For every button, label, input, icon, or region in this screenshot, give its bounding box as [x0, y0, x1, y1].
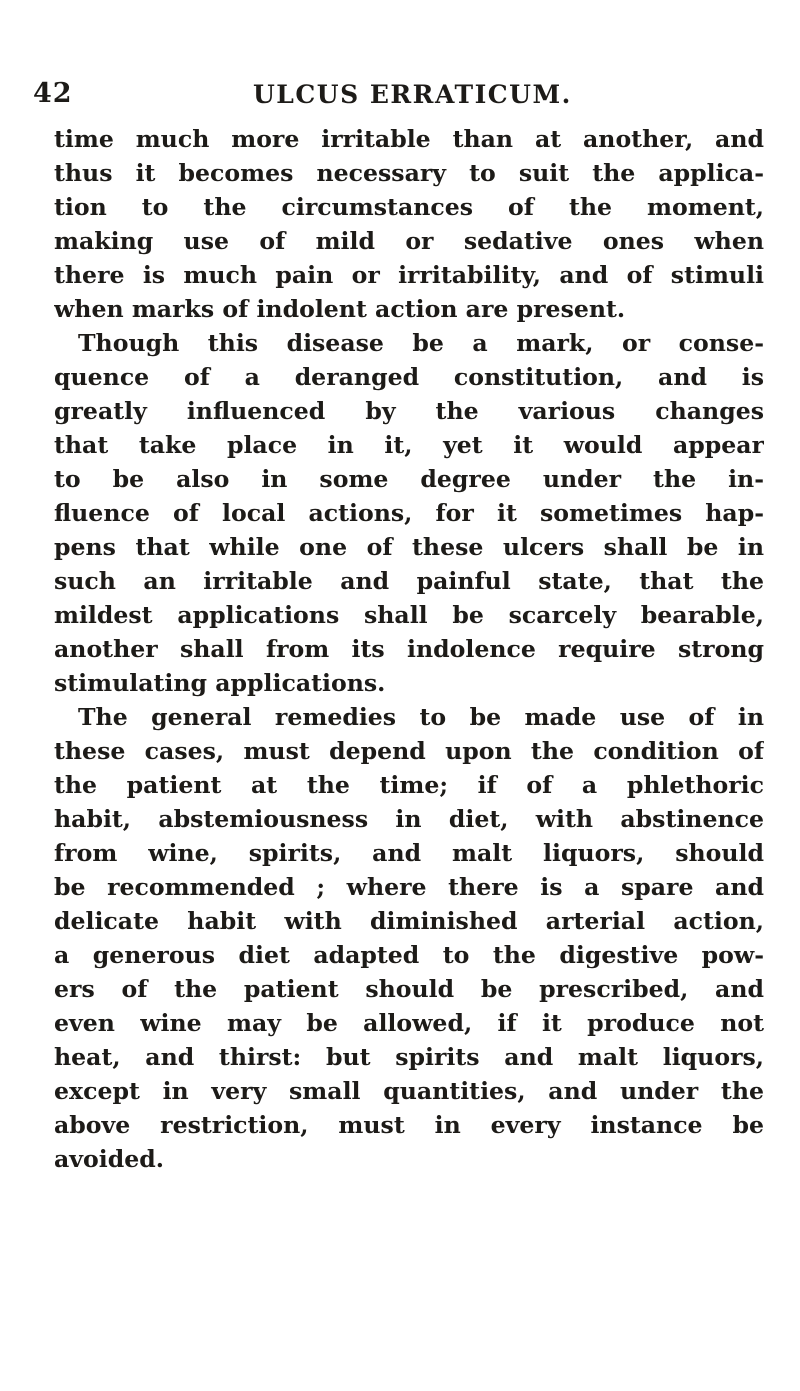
text-line: time much more irritable than at another, and	[54, 125, 764, 153]
text-line: pens that while one of these ulcers shall be in	[54, 533, 764, 561]
text-line: when marks of indolent action are present.	[54, 295, 626, 323]
text-line: be recommended ; where there is a spare and	[54, 873, 764, 901]
text-line: making use of mild or sedative ones when	[54, 227, 764, 255]
text-line: except in very small quantities, and under the	[54, 1077, 764, 1105]
paragraph-start-line: Though this disease be a mark, or conse-	[78, 329, 764, 357]
text-line: heat, and thirst: but spirits and malt liquors,	[54, 1043, 764, 1071]
body-text	[54, 122, 764, 1176]
text-line: to be also in some degree under the in-	[54, 465, 764, 493]
text-line: avoided.	[54, 1145, 164, 1173]
running-head: ULCUS ERRATICUM.	[253, 80, 572, 109]
text-line: ers of the patient should be prescribed, and	[54, 975, 764, 1003]
text-line: that take place in it, yet it would appear	[54, 431, 764, 459]
text-line: the patient at the time; if of a phlethoric	[54, 771, 764, 799]
text-line: another shall from its indolence require strong	[54, 635, 764, 663]
text-line: from wine, spirits, and malt liquors, should	[54, 839, 764, 867]
text-line: greatly influenced by the various changes	[54, 397, 764, 425]
text-line: even wine may be allowed, if it produce not	[54, 1009, 764, 1037]
text-line: fluence of local actions, for it sometimes hap-	[54, 499, 764, 527]
text-line: habit, abstemiousness in diet, with abstinence	[54, 805, 764, 833]
text-line: stimulating applications.	[54, 669, 386, 697]
text-line: thus it becomes necessary to suit the applica-	[54, 159, 764, 187]
text-line: such an irritable and painful state, that the	[54, 567, 764, 595]
text-line: these cases, must depend upon the condition of	[54, 737, 764, 765]
page-header	[0, 78, 800, 118]
text-line: above restriction, must in every instance be	[54, 1111, 764, 1139]
text-line: a generous diet adapted to the digestive pow-	[54, 941, 764, 969]
text-line: quence of a deranged constitution, and is	[54, 363, 764, 391]
text-line: delicate habit with diminished arterial action,	[54, 907, 764, 935]
page-number: 42	[33, 78, 73, 109]
text-line: there is much pain or irritability, and of stimuli	[54, 261, 764, 289]
paragraph-start-line: The general remedies to be made use of in	[78, 703, 764, 731]
text-line: tion to the circumstances of the moment,	[54, 193, 764, 221]
text-line: mildest applications shall be scarcely bearable,	[54, 601, 764, 629]
